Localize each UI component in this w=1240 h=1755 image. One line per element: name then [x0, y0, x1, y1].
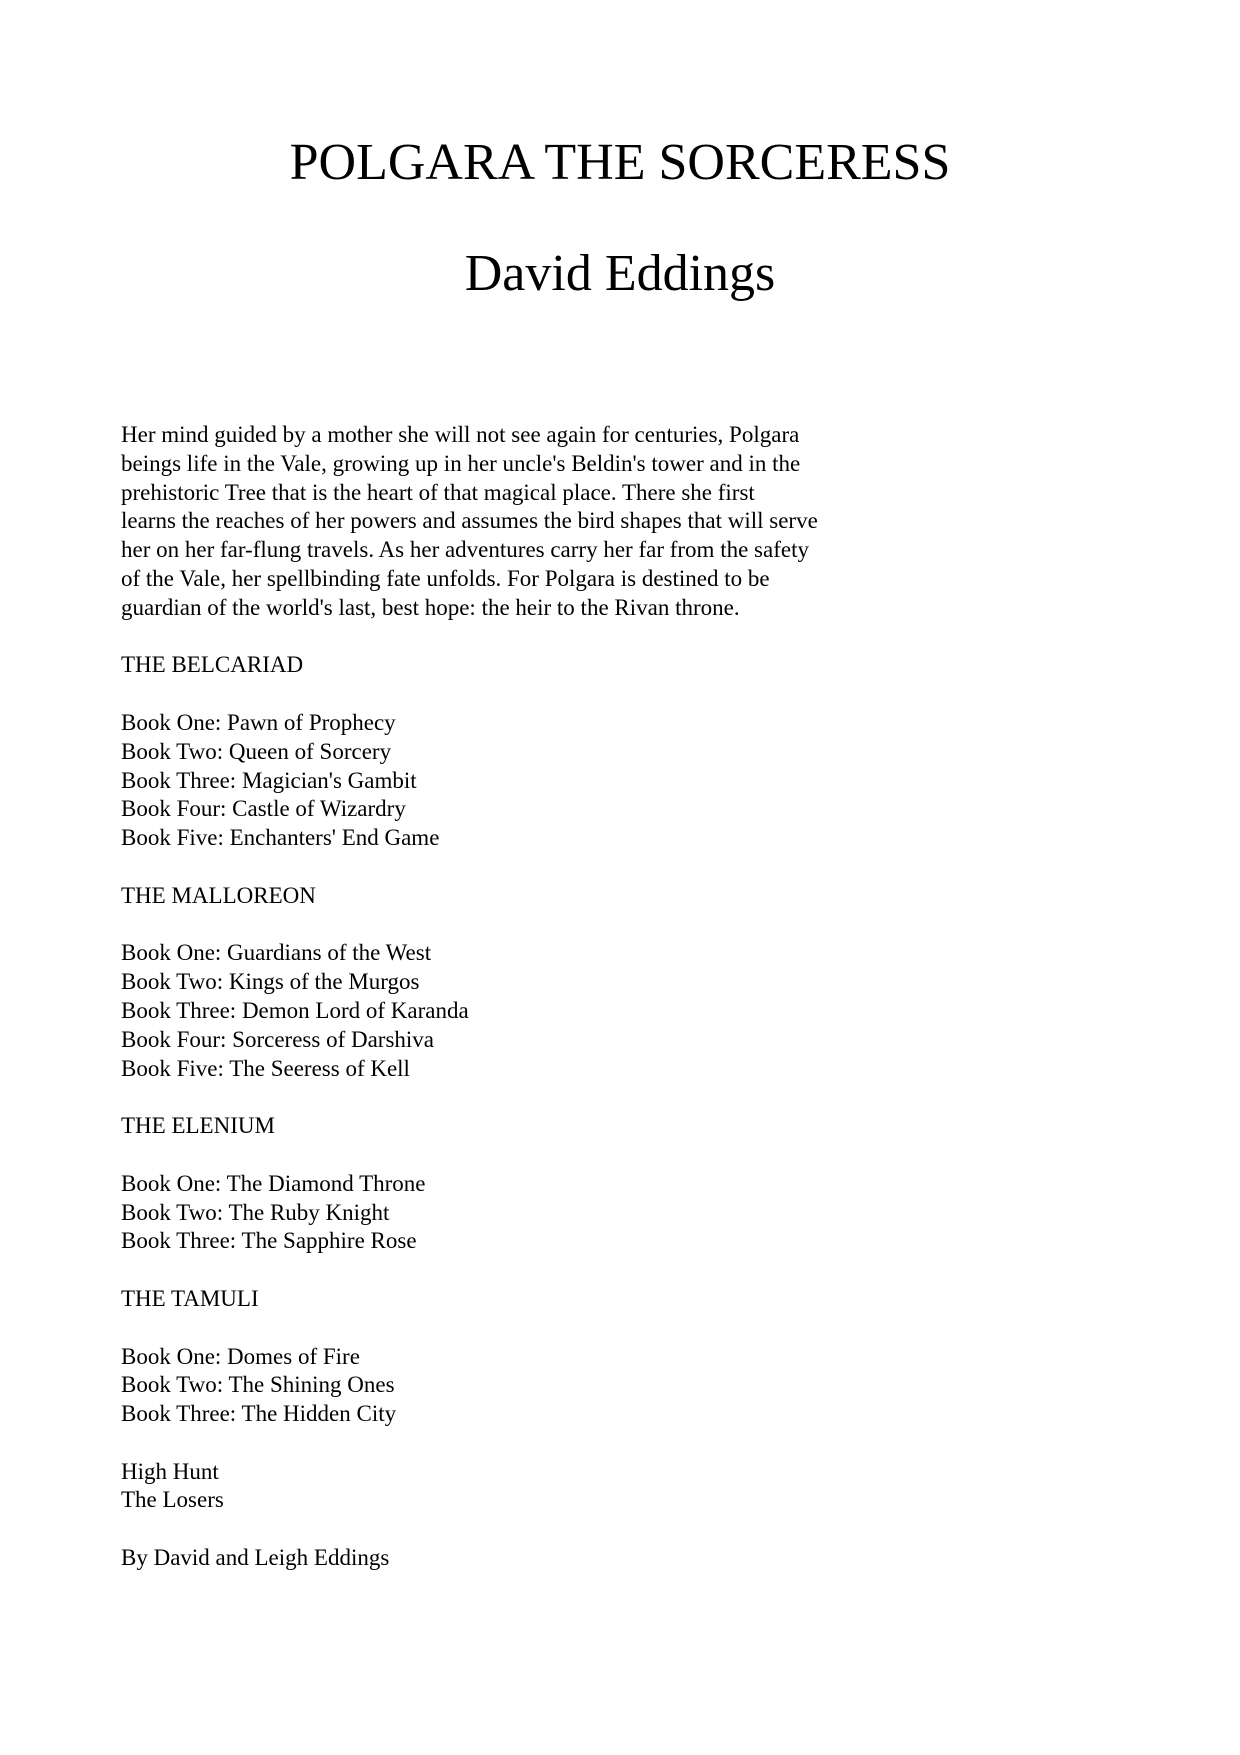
series-elenium	[121, 1112, 921, 1256]
book-list-item: Book Four: Sorceress of Darshiva	[121, 1026, 435, 1052]
book-author: David Eddings	[464, 245, 776, 302]
document-body	[121, 421, 921, 1573]
blurb-line: prehistoric Tree that is the heart of that magical place. There she first	[121, 479, 755, 505]
series-heading: THE MALLOREON	[121, 882, 316, 908]
standalone-title: The Losers	[121, 1487, 224, 1513]
book-list-item: Book Three: The Hidden City	[121, 1401, 397, 1427]
standalone-title: High Hunt	[121, 1458, 219, 1484]
book-list-item: Book Two: The Shining Ones	[121, 1372, 395, 1398]
book-list-item: Book Three: Demon Lord of Karanda	[121, 997, 469, 1023]
book-list-item: Book Two: Queen of Sorcery	[121, 738, 392, 764]
book-list-item: Book Two: Kings of the Murgos	[121, 969, 420, 995]
book-list-item: Book One: Domes of Fire	[121, 1343, 360, 1369]
book-list-item: Book One: Pawn of Prophecy	[121, 709, 396, 735]
book-list-item: Book Five: Enchanters' End Game	[121, 825, 440, 851]
blurb-line: of the Vale, her spellbinding fate unfolds. For Polgara is destined to be	[121, 565, 770, 591]
series-heading: THE TAMULI	[121, 1285, 259, 1311]
book-list-item: Book One: Guardians of the West	[121, 940, 432, 966]
blurb-line: Her mind guided by a mother she will not see again for centuries, Polgara	[121, 422, 800, 447]
series-tamuli	[121, 1285, 921, 1429]
blurb-line: learns the reaches of her powers and assumes the bird shapes that will serve	[121, 508, 818, 534]
collaboration-note: By David and Leigh Eddings	[121, 1545, 390, 1571]
book-list-item: Book Three: Magician's Gambit	[121, 767, 417, 793]
blurb-line: guardian of the world's last, best hope: the heir to the Rivan throne.	[121, 594, 740, 620]
book-list-item: Book Two: The Ruby Knight	[121, 1199, 390, 1225]
blurb-paragraph	[121, 421, 911, 623]
series-heading: THE BELCARIAD	[121, 652, 304, 678]
standalone-titles	[121, 1458, 921, 1516]
book-list-item: Book Five: The Seeress of Kell	[121, 1055, 410, 1081]
blurb-line: her on her far-flung travels. As her adventures carry her far from the safety	[121, 537, 809, 563]
series-heading: THE ELENIUM	[121, 1113, 275, 1139]
series-malloreon	[121, 882, 921, 1084]
book-title: POLGARA THE SORCERESS	[289, 134, 951, 191]
book-list-item: Book Three: The Sapphire Rose	[121, 1228, 417, 1254]
book-list-item: Book One: The Diamond Throne	[121, 1170, 426, 1196]
book-list-item: Book Four: Castle of Wizardry	[121, 796, 406, 822]
blurb-line: beings life in the Vale, growing up in her uncle's Beldin's tower and in the	[121, 450, 801, 476]
series-belgariad	[121, 651, 921, 853]
